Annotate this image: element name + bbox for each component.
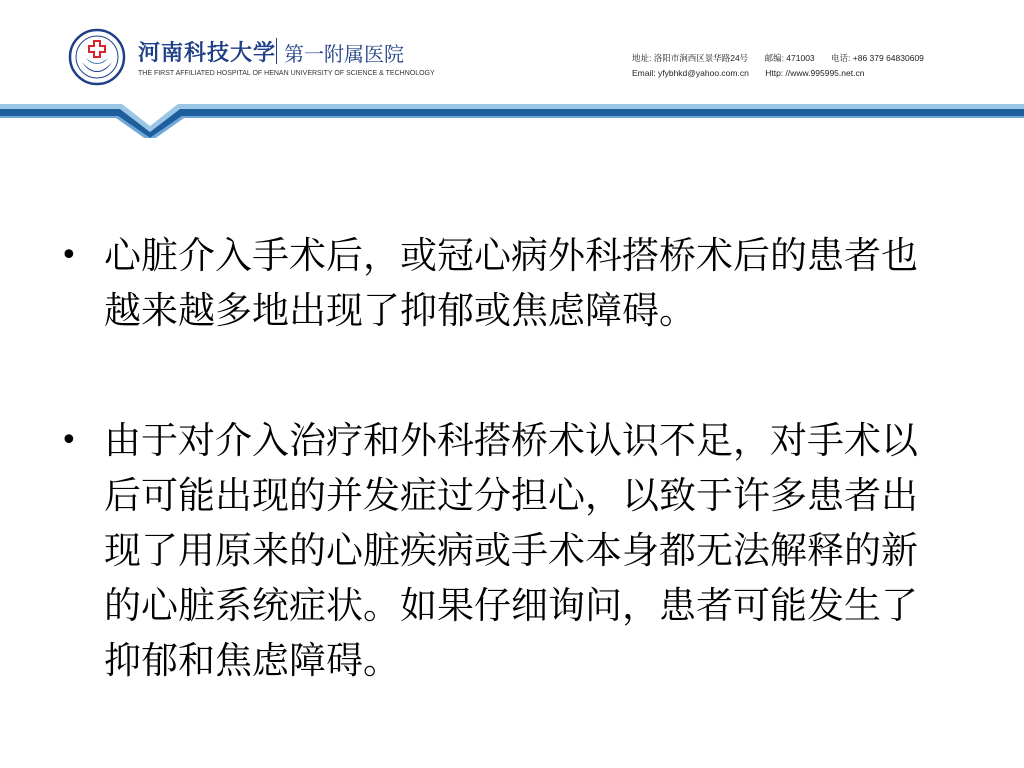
contact-line-1 — [632, 52, 938, 64]
website-text: Http: //www.995995.net.cn — [765, 68, 865, 78]
phone-text: 电话: +86 379 64830609 — [831, 53, 924, 63]
address-text: 地址: 洛阳市涧西区景华路24号 — [632, 53, 749, 63]
hospital-emblem-icon — [68, 28, 126, 86]
hospital-name: 第一附属医院 — [284, 42, 404, 66]
bullet-marker: • — [60, 238, 78, 273]
slide-header — [0, 0, 1024, 140]
hospital-english-name: THE FIRST AFFILIATED HOSPITAL OF HENAN UNIVERSITY OF SCIENCE & TECHNOLOGY — [138, 70, 435, 77]
slide-content — [56, 228, 936, 763]
name-divider — [276, 38, 277, 64]
contact-line-2 — [632, 68, 878, 78]
bullet-marker: • — [60, 423, 78, 458]
bullet-text-1: 心脏介入手术后，或冠心病外科搭桥术后的患者也越来越多地出现了抑郁或焦虑障碍。 — [104, 234, 918, 332]
bullet-item-2 — [56, 413, 936, 688]
school-name: 河南科技大学 — [138, 41, 277, 66]
bullet-text-2: 由于对介入治疗和外科搭桥术认识不足，对手术以后可能出现的并发症过分担心，以致于许多患者出现了用原来的心脏疾病或手术本身都无法解释的新的心脏系统症状。如果仔细询问，患者可能发生了抑郁和焦虑障碍。 — [104, 419, 918, 682]
email-text: Email: yfybhkd@yahoo.com.cn — [632, 68, 749, 78]
header-ribbon — [0, 96, 1024, 138]
bullet-item-1 — [56, 228, 936, 338]
postcode-text: 邮编: 471003 — [764, 53, 815, 63]
